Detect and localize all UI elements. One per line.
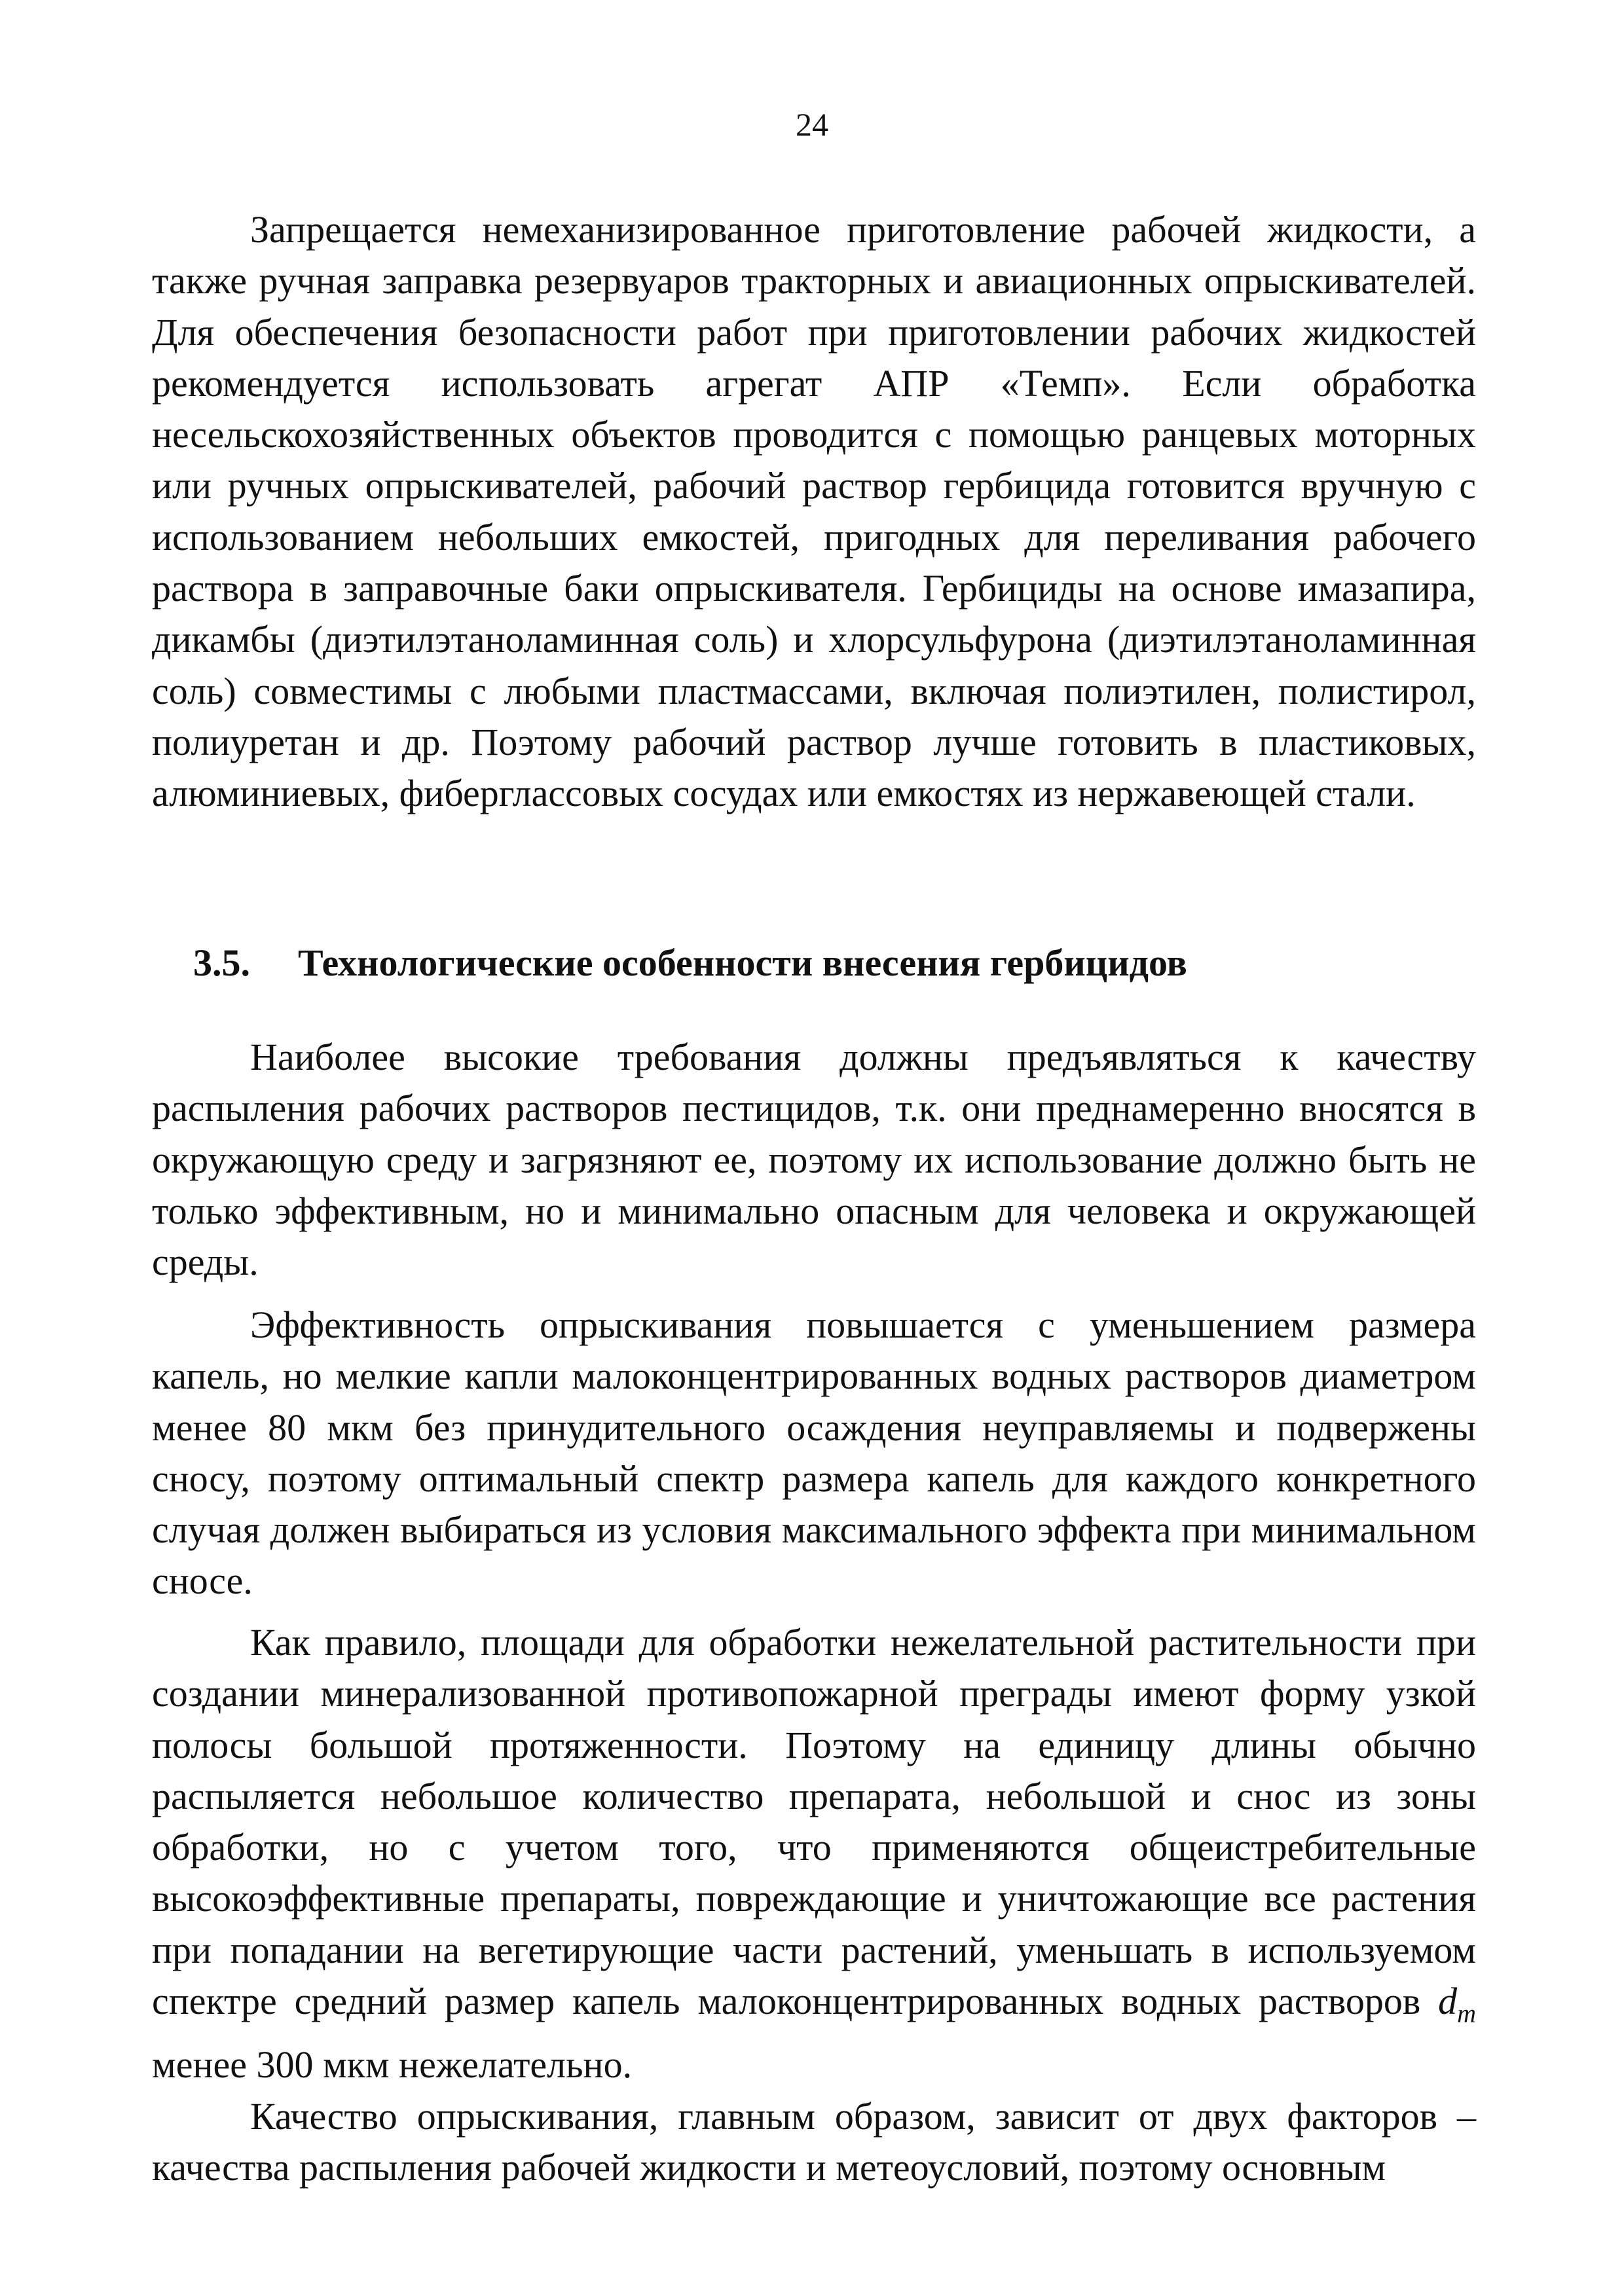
droplet-diameter-symbol: $d_m$ bbox=[1438, 1980, 1476, 2028]
paragraph-fire-barrier-text: Как правило, площади для обработки нежелательной растительности при создании минерализованной противопожарной преграды имеют форму узкой полосы большой протяженности. Поэтому на единицу длины обычно распыляется небольшое количество препарата, небольшой и снос из зоны обработки, но с учетом того, что применяются общеистребительные высокоэффективные препараты, повреждающие и уничтожающие все растения при попадании на вегетирующие части растений, уменьшать в используемом спектре средний размер капель малоконцентрированных водных растворов bbox=[152, 1621, 1476, 2023]
paragraph-fire-barrier bbox=[152, 1617, 1476, 2090]
paragraph-spraying-quality: Качество опрыскивания, главным образом, зависит от двух факторов – качества распыления рабочей жидкости и метеоусловий, поэтому основным bbox=[152, 2095, 1476, 2189]
paragraph-mixture-preparation: Запрещается немеханизированное приготовление рабочей жидкости, а также ручная заправка резервуаров тракторных и авиационных опрыскивателей. Для обеспечения безопасности работ при приготовлении рабочих жидкостей рекомендуется использовать агрегат АПР «Темп». Если обработка несельскохозяйственных объектов проводится с помощью ранцевых моторных или ручных опрыскивателей, рабочий раствор гербицида готовится вручную с использованием небольших емкостей, пригодных для переливания рабочего раствора в заправочные баки опрыскивателя. Гербициды на основе имазапира, дикамбы (диэтилэтаноламинная соль) и хлорсульфурона (диэтилэтаноламинная соль) совместимы с любыми пластмассами, включая полиэтилен, полистирол, полиуретан и др. Поэтому рабочий раствор лучше готовить в пластиковых, алюминиевых, фибергласcовых сосудах или емкостях из нержавеющей стали. bbox=[152, 208, 1476, 815]
paragraph-fire-barrier-tail: менее 300 мкм нежелательно. bbox=[152, 2043, 633, 2086]
paragraph-spraying-requirements: Наиболее высокие требования должны предъявляться к качеству распыления рабочих растворов пестицидов, т.к. они преднамеренно вносятся в окружающую среду и загрязняют ее, поэтому их использование должно быть не только эффективным, но и минимально опасным для человека и окружающей среды. bbox=[152, 1036, 1476, 1284]
section-title: Технологические особенности внесения гербицидов bbox=[298, 941, 1187, 984]
paragraph-droplet-size: Эффективность опрыскивания повышается с уменьшением размера капель, но мелкие капли малоконцентрированных водных растворов диаметром менее 80 мкм без принудительного осаждения неуправляемы и подвержены сносу, поэтому оптимальный спектр размера капель для каждого конкретного случая должен выбираться из условия максимального эффекта при минимальном сносе. bbox=[152, 1303, 1476, 1603]
section-number: 3.5. bbox=[193, 941, 250, 984]
page-number: 24 bbox=[796, 106, 828, 143]
section-heading bbox=[193, 938, 1187, 989]
